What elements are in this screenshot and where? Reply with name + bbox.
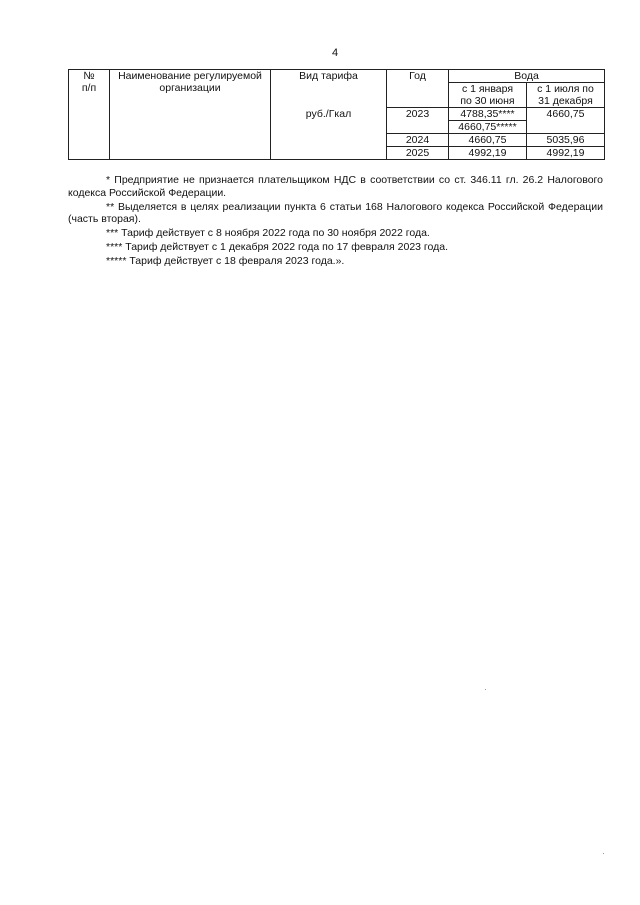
page-number: 4 (331, 47, 339, 59)
header-period-jul-dec: с 1 июля по 31 декабря (527, 83, 605, 108)
cell-2024-period1: 4660,75 (449, 134, 527, 147)
header-water: Вода (449, 70, 605, 83)
tariff-table (68, 69, 605, 160)
footnote-tariff-feb: ***** Тариф действует с 18 февраля 2023 года.». (106, 255, 345, 267)
cell-2024-period2: 5035,96 (527, 134, 605, 147)
cell-2023-period1-b: 4660,75***** (449, 121, 527, 134)
footnote-tariff-nov: *** Тариф действует с 8 ноября 2022 года по 30 ноября 2022 года. (106, 227, 430, 239)
footnote-vat-allocated: ** Выделяется в целях реализации пункта 6 статьи 168 Налогового кодекса Российской Федерации (часть вторая). (68, 200, 603, 225)
cell-num-empty (69, 108, 110, 160)
cell-organization-empty (110, 108, 271, 160)
footnote-tariff-dec-feb: **** Тариф действует с 1 декабря 2022 года по 17 февраля 2023 года. (106, 241, 449, 253)
header-year: Год (387, 70, 449, 108)
cell-tariff-unit: руб./Гкал (271, 108, 387, 160)
cell-2025-period1: 4992,19 (449, 147, 527, 160)
header-num: № п/п (69, 70, 110, 108)
cell-2023-period1-a: 4788,35**** (449, 108, 527, 121)
cell-year-2025: 2025 (387, 147, 449, 160)
cell-2023-period2: 4660,75 (527, 108, 605, 134)
header-period-jan-jun: с 1 января по 30 июня (449, 83, 527, 108)
footnotes (68, 174, 603, 269)
scan-speck (485, 689, 486, 690)
scan-speck (603, 853, 604, 854)
cell-2025-period2: 4992,19 (527, 147, 605, 160)
cell-year-2023: 2023 (387, 108, 449, 134)
header-tariff-type: Вид тарифа (271, 70, 387, 108)
header-organization: Наименование регулируемой организации (110, 70, 271, 108)
cell-year-2024: 2024 (387, 134, 449, 147)
footnote-vat-exempt: * Предприятие не признается плательщиком НДС в соответствии со ст. 346.11 гл. 26.2 Налогового кодекса Российской Федерации. (68, 174, 603, 199)
